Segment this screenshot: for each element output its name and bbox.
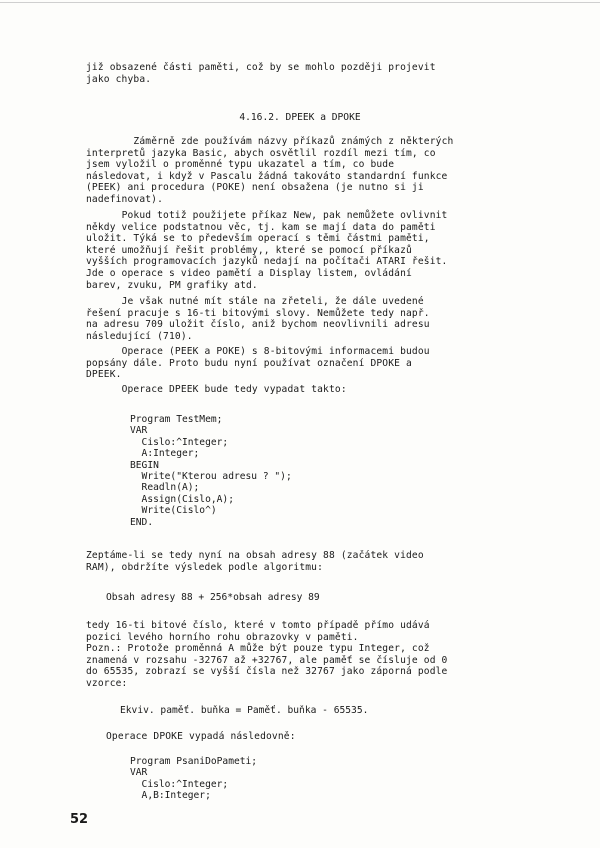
code-block-testmem: Program TestMem; VAR Cislo:^Integer; A:Integer; BEGIN Write("Kterou adresu ? "); Readln(A); Assign(Cislo,A); Write(Cislo^) END. (130, 414, 292, 528)
section-heading: 4.16.2. DPEEK a DPOKE (239, 112, 361, 123)
paragraph-4: Operace (PEEK a POKE) s 8-bitovými informacemi budou popsány dále. Proto budu nyní používat označení DPOKE a DPEEK. (86, 346, 430, 381)
page-number: 52 (70, 812, 89, 827)
intro-paragraph: již obsazené části paměti, což by se mohlo později projevit jako chyba. (86, 62, 436, 85)
paragraph-2: Pokud totiž použijete příkaz New, pak nemůžete ovlivnit někdy velice podstatnou věc, tj. kam se mají data do paměti uložit. Týká se to především operací s těmi částmi paměti, které umožňují řešit problémy,, které se pomocí příkazů vyšších programovacích jazyků nedají na počítači ATARI řešit. Jde o operace s video pamětí a Display listem, ovládání barev, zvuku, PM grafiky atd. (86, 210, 448, 291)
paragraph-6: Zeptáme-li se tedy nyní na obsah adresy 88 (začátek video RAM), obdržíte výsledek podle algoritmu: (86, 550, 424, 573)
paragraph-7: tedy 16-ti bitové číslo, které v tomto případě přímo udává pozici levého horního rohu obrazovky v paměti. Pozn.: Protože proměnná A může být pouze typu Integer, což znamená v rozsahu -32767 až +32767, ale paměť se čísluje od 0 do 65535, zobrazí se vyšší čísla než 32767 jako záporná podle vzorce: (86, 620, 448, 689)
paragraph-1: Záměrně zde používám názvy příkazů známých z některých interpretů jazyka Basic, abych osvětlil rozdíl mezi tím, co jsem vyložil o proměnné typu ukazatel a tím, co bude následovat, i když v Pascalu žádná takováto standardní funkce (PEEK) ani procedura (POKE) není obsažena (je nutno si ji nadefinovat). (86, 136, 454, 205)
code-block-psanidopameti: Program PsaniDoPameti; VAR Cislo:^Integer; A,B:Integer; (130, 756, 258, 802)
formula-equivalent-cell: Ekviv. paměť. buňka = Paměť. buňka - 65535. (120, 705, 369, 716)
paragraph-5: Operace DPEEK bude tedy vypadat takto: (86, 384, 347, 395)
formula-address: Obsah adresy 88 + 256*obsah adresy 89 (106, 592, 320, 603)
paragraph-3: Je však nutné mít stále na zřeteli, že dále uvedené řešení pracuje s 16-ti bitovými slovy. Nemůžete tedy např. na adresu 709 uložit číslo, aniž bychom neovlivnili adresu následující (710). (86, 296, 430, 342)
paragraph-8: Operace DPOKE vypadá následovně: (106, 731, 296, 742)
